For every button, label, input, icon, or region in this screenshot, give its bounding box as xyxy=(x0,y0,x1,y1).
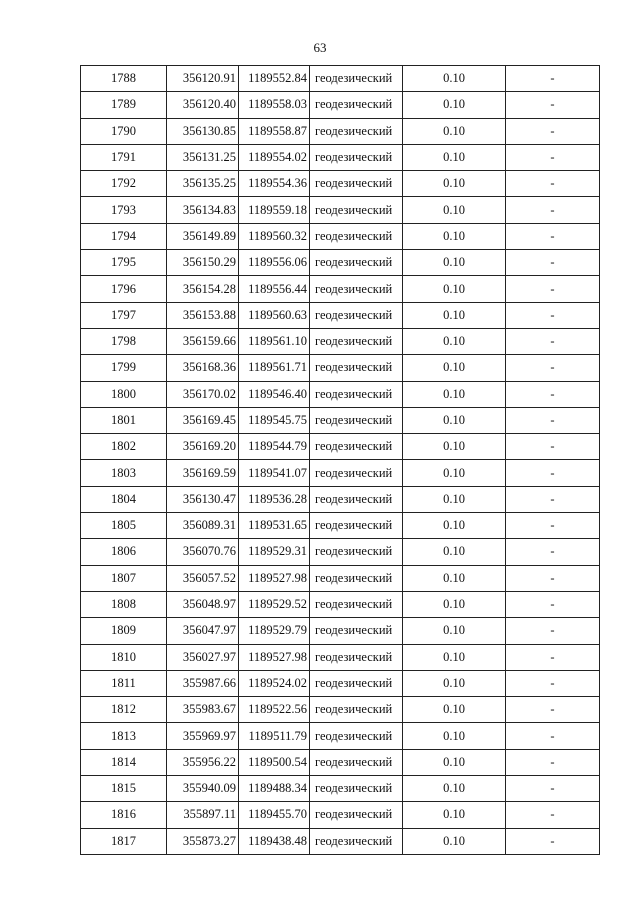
note-cell: - xyxy=(506,776,600,802)
accuracy-cell: 0.10 xyxy=(403,276,506,302)
note-cell: - xyxy=(506,302,600,328)
method-cell: геодезический xyxy=(310,697,403,723)
note-cell: - xyxy=(506,749,600,775)
method-cell: геодезический xyxy=(310,92,403,118)
accuracy-cell: 0.10 xyxy=(403,328,506,354)
x-coordinate-cell: 356170.02 xyxy=(167,381,239,407)
point-number-cell: 1808 xyxy=(81,591,167,617)
table-row xyxy=(81,171,600,197)
note-cell: - xyxy=(506,381,600,407)
accuracy-cell: 0.10 xyxy=(403,697,506,723)
table-row xyxy=(81,565,600,591)
method-cell: геодезический xyxy=(310,539,403,565)
method-cell: геодезический xyxy=(310,302,403,328)
table-row xyxy=(81,250,600,276)
table-row xyxy=(81,591,600,617)
table-row xyxy=(81,92,600,118)
point-number-cell: 1796 xyxy=(81,276,167,302)
x-coordinate-cell: 356159.66 xyxy=(167,328,239,354)
accuracy-cell: 0.10 xyxy=(403,407,506,433)
table-row xyxy=(81,302,600,328)
point-number-cell: 1811 xyxy=(81,670,167,696)
point-number-cell: 1789 xyxy=(81,92,167,118)
table-row xyxy=(81,407,600,433)
accuracy-cell: 0.10 xyxy=(403,486,506,512)
point-number-cell: 1794 xyxy=(81,223,167,249)
table-row xyxy=(81,828,600,854)
table-row xyxy=(81,197,600,223)
accuracy-cell: 0.10 xyxy=(403,565,506,591)
x-coordinate-cell: 356153.88 xyxy=(167,302,239,328)
accuracy-cell: 0.10 xyxy=(403,802,506,828)
point-number-cell: 1801 xyxy=(81,407,167,433)
note-cell: - xyxy=(506,513,600,539)
note-cell: - xyxy=(506,223,600,249)
table-row xyxy=(81,434,600,460)
accuracy-cell: 0.10 xyxy=(403,66,506,92)
point-number-cell: 1807 xyxy=(81,565,167,591)
table-row xyxy=(81,355,600,381)
point-number-cell: 1800 xyxy=(81,381,167,407)
x-coordinate-cell: 355987.66 xyxy=(167,670,239,696)
method-cell: геодезический xyxy=(310,618,403,644)
table-row xyxy=(81,644,600,670)
accuracy-cell: 0.10 xyxy=(403,539,506,565)
table-row xyxy=(81,749,600,775)
x-coordinate-cell: 355969.97 xyxy=(167,723,239,749)
accuracy-cell: 0.10 xyxy=(403,118,506,144)
point-number-cell: 1816 xyxy=(81,802,167,828)
x-coordinate-cell: 355983.67 xyxy=(167,697,239,723)
y-coordinate-cell: 1189529.52 xyxy=(239,591,310,617)
x-coordinate-cell: 356169.20 xyxy=(167,434,239,460)
note-cell: - xyxy=(506,644,600,670)
x-coordinate-cell: 356135.25 xyxy=(167,171,239,197)
y-coordinate-cell: 1189488.34 xyxy=(239,776,310,802)
note-cell: - xyxy=(506,802,600,828)
accuracy-cell: 0.10 xyxy=(403,776,506,802)
point-number-cell: 1799 xyxy=(81,355,167,381)
point-number-cell: 1812 xyxy=(81,697,167,723)
method-cell: геодезический xyxy=(310,250,403,276)
note-cell: - xyxy=(506,670,600,696)
y-coordinate-cell: 1189455.70 xyxy=(239,802,310,828)
method-cell: геодезический xyxy=(310,276,403,302)
accuracy-cell: 0.10 xyxy=(403,460,506,486)
note-cell: - xyxy=(506,434,600,460)
x-coordinate-cell: 356130.47 xyxy=(167,486,239,512)
x-coordinate-cell: 355956.22 xyxy=(167,749,239,775)
y-coordinate-cell: 1189559.18 xyxy=(239,197,310,223)
method-cell: геодезический xyxy=(310,828,403,854)
method-cell: геодезический xyxy=(310,565,403,591)
point-number-cell: 1792 xyxy=(81,171,167,197)
method-cell: геодезический xyxy=(310,144,403,170)
method-cell: геодезический xyxy=(310,460,403,486)
point-number-cell: 1793 xyxy=(81,197,167,223)
x-coordinate-cell: 356169.45 xyxy=(167,407,239,433)
note-cell: - xyxy=(506,723,600,749)
point-number-cell: 1803 xyxy=(81,460,167,486)
x-coordinate-cell: 356134.83 xyxy=(167,197,239,223)
table-row xyxy=(81,802,600,828)
method-cell: геодезический xyxy=(310,381,403,407)
method-cell: геодезический xyxy=(310,486,403,512)
coordinates-table xyxy=(80,65,600,855)
accuracy-cell: 0.10 xyxy=(403,434,506,460)
note-cell: - xyxy=(506,828,600,854)
note-cell: - xyxy=(506,539,600,565)
point-number-cell: 1806 xyxy=(81,539,167,565)
y-coordinate-cell: 1189438.48 xyxy=(239,828,310,854)
note-cell: - xyxy=(506,66,600,92)
note-cell: - xyxy=(506,171,600,197)
method-cell: геодезический xyxy=(310,171,403,197)
method-cell: геодезический xyxy=(310,644,403,670)
accuracy-cell: 0.10 xyxy=(403,197,506,223)
point-number-cell: 1817 xyxy=(81,828,167,854)
x-coordinate-cell: 356089.31 xyxy=(167,513,239,539)
method-cell: геодезический xyxy=(310,723,403,749)
accuracy-cell: 0.10 xyxy=(403,618,506,644)
coordinates-table-body xyxy=(81,66,600,855)
x-coordinate-cell: 355897.11 xyxy=(167,802,239,828)
x-coordinate-cell: 356168.36 xyxy=(167,355,239,381)
table-row xyxy=(81,66,600,92)
table-row xyxy=(81,144,600,170)
point-number-cell: 1815 xyxy=(81,776,167,802)
method-cell: геодезический xyxy=(310,355,403,381)
y-coordinate-cell: 1189558.03 xyxy=(239,92,310,118)
table-row xyxy=(81,486,600,512)
method-cell: геодезический xyxy=(310,66,403,92)
accuracy-cell: 0.10 xyxy=(403,670,506,696)
y-coordinate-cell: 1189560.32 xyxy=(239,223,310,249)
note-cell: - xyxy=(506,197,600,223)
accuracy-cell: 0.10 xyxy=(403,223,506,249)
y-coordinate-cell: 1189522.56 xyxy=(239,697,310,723)
table-row xyxy=(81,223,600,249)
note-cell: - xyxy=(506,144,600,170)
x-coordinate-cell: 355940.09 xyxy=(167,776,239,802)
y-coordinate-cell: 1189536.28 xyxy=(239,486,310,512)
table-row xyxy=(81,328,600,354)
y-coordinate-cell: 1189545.75 xyxy=(239,407,310,433)
y-coordinate-cell: 1189560.63 xyxy=(239,302,310,328)
note-cell: - xyxy=(506,355,600,381)
table-row xyxy=(81,513,600,539)
point-number-cell: 1809 xyxy=(81,618,167,644)
point-number-cell: 1795 xyxy=(81,250,167,276)
y-coordinate-cell: 1189554.36 xyxy=(239,171,310,197)
note-cell: - xyxy=(506,250,600,276)
method-cell: геодезический xyxy=(310,776,403,802)
point-number-cell: 1810 xyxy=(81,644,167,670)
x-coordinate-cell: 355873.27 xyxy=(167,828,239,854)
accuracy-cell: 0.10 xyxy=(403,144,506,170)
method-cell: геодезический xyxy=(310,749,403,775)
y-coordinate-cell: 1189561.71 xyxy=(239,355,310,381)
method-cell: геодезический xyxy=(310,197,403,223)
note-cell: - xyxy=(506,565,600,591)
accuracy-cell: 0.10 xyxy=(403,302,506,328)
x-coordinate-cell: 356120.40 xyxy=(167,92,239,118)
y-coordinate-cell: 1189552.84 xyxy=(239,66,310,92)
method-cell: геодезический xyxy=(310,802,403,828)
y-coordinate-cell: 1189524.02 xyxy=(239,670,310,696)
point-number-cell: 1788 xyxy=(81,66,167,92)
accuracy-cell: 0.10 xyxy=(403,250,506,276)
x-coordinate-cell: 356150.29 xyxy=(167,250,239,276)
point-number-cell: 1797 xyxy=(81,302,167,328)
point-number-cell: 1790 xyxy=(81,118,167,144)
method-cell: геодезический xyxy=(310,513,403,539)
x-coordinate-cell: 356120.91 xyxy=(167,66,239,92)
y-coordinate-cell: 1189541.07 xyxy=(239,460,310,486)
y-coordinate-cell: 1189529.31 xyxy=(239,539,310,565)
y-coordinate-cell: 1189554.02 xyxy=(239,144,310,170)
note-cell: - xyxy=(506,486,600,512)
point-number-cell: 1805 xyxy=(81,513,167,539)
note-cell: - xyxy=(506,118,600,144)
y-coordinate-cell: 1189527.98 xyxy=(239,565,310,591)
point-number-cell: 1802 xyxy=(81,434,167,460)
x-coordinate-cell: 356070.76 xyxy=(167,539,239,565)
y-coordinate-cell: 1189544.79 xyxy=(239,434,310,460)
y-coordinate-cell: 1189511.79 xyxy=(239,723,310,749)
method-cell: геодезический xyxy=(310,407,403,433)
table-row xyxy=(81,539,600,565)
table-row xyxy=(81,381,600,407)
table-row xyxy=(81,276,600,302)
page-number: 63 xyxy=(313,40,327,55)
method-cell: геодезический xyxy=(310,434,403,460)
accuracy-cell: 0.10 xyxy=(403,381,506,407)
note-cell: - xyxy=(506,697,600,723)
table-row xyxy=(81,118,600,144)
y-coordinate-cell: 1189529.79 xyxy=(239,618,310,644)
x-coordinate-cell: 356027.97 xyxy=(167,644,239,670)
x-coordinate-cell: 356149.89 xyxy=(167,223,239,249)
y-coordinate-cell: 1189527.98 xyxy=(239,644,310,670)
note-cell: - xyxy=(506,591,600,617)
method-cell: геодезический xyxy=(310,118,403,144)
y-coordinate-cell: 1189546.40 xyxy=(239,381,310,407)
x-coordinate-cell: 356131.25 xyxy=(167,144,239,170)
x-coordinate-cell: 356047.97 xyxy=(167,618,239,644)
y-coordinate-cell: 1189556.44 xyxy=(239,276,310,302)
x-coordinate-cell: 356169.59 xyxy=(167,460,239,486)
x-coordinate-cell: 356048.97 xyxy=(167,591,239,617)
point-number-cell: 1791 xyxy=(81,144,167,170)
table-row xyxy=(81,776,600,802)
table-row xyxy=(81,670,600,696)
note-cell: - xyxy=(506,276,600,302)
x-coordinate-cell: 356130.85 xyxy=(167,118,239,144)
x-coordinate-cell: 356057.52 xyxy=(167,565,239,591)
y-coordinate-cell: 1189531.65 xyxy=(239,513,310,539)
accuracy-cell: 0.10 xyxy=(403,591,506,617)
x-coordinate-cell: 356154.28 xyxy=(167,276,239,302)
method-cell: геодезический xyxy=(310,591,403,617)
point-number-cell: 1813 xyxy=(81,723,167,749)
table-row xyxy=(81,723,600,749)
table-row xyxy=(81,697,600,723)
point-number-cell: 1804 xyxy=(81,486,167,512)
accuracy-cell: 0.10 xyxy=(403,723,506,749)
method-cell: геодезический xyxy=(310,223,403,249)
note-cell: - xyxy=(506,328,600,354)
accuracy-cell: 0.10 xyxy=(403,171,506,197)
note-cell: - xyxy=(506,618,600,644)
y-coordinate-cell: 1189556.06 xyxy=(239,250,310,276)
table-row xyxy=(81,460,600,486)
accuracy-cell: 0.10 xyxy=(403,513,506,539)
y-coordinate-cell: 1189500.54 xyxy=(239,749,310,775)
y-coordinate-cell: 1189558.87 xyxy=(239,118,310,144)
accuracy-cell: 0.10 xyxy=(403,355,506,381)
note-cell: - xyxy=(506,407,600,433)
accuracy-cell: 0.10 xyxy=(403,92,506,118)
accuracy-cell: 0.10 xyxy=(403,828,506,854)
method-cell: геодезический xyxy=(310,670,403,696)
table-row xyxy=(81,618,600,644)
point-number-cell: 1798 xyxy=(81,328,167,354)
point-number-cell: 1814 xyxy=(81,749,167,775)
accuracy-cell: 0.10 xyxy=(403,644,506,670)
accuracy-cell: 0.10 xyxy=(403,749,506,775)
y-coordinate-cell: 1189561.10 xyxy=(239,328,310,354)
method-cell: геодезический xyxy=(310,328,403,354)
note-cell: - xyxy=(506,92,600,118)
note-cell: - xyxy=(506,460,600,486)
